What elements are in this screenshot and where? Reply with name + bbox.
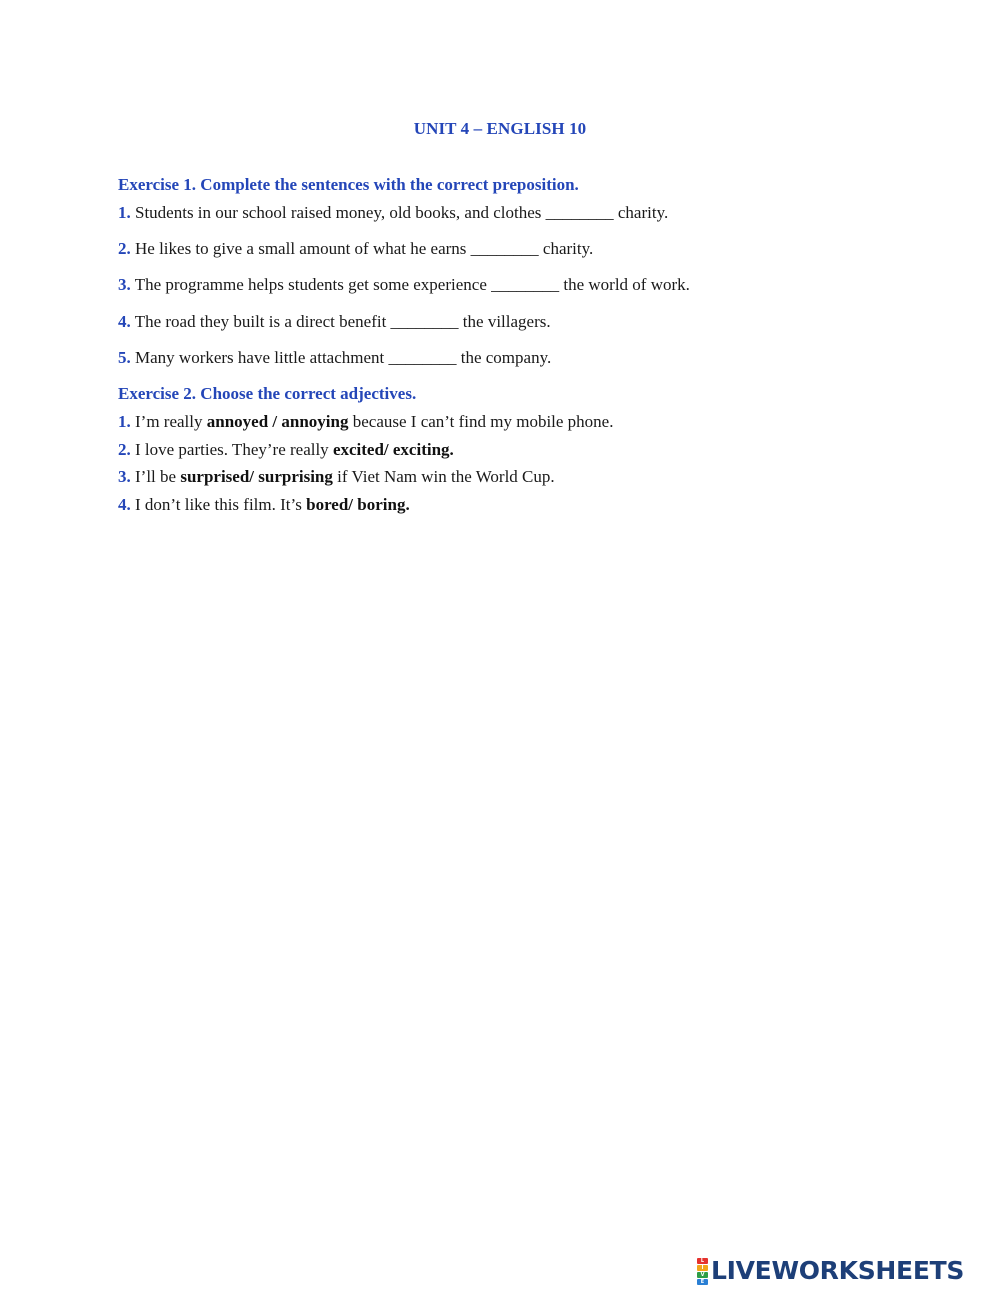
item-text-after: if Viet Nam win the World Cup. (332, 467, 555, 486)
exercise-1-item (118, 348, 551, 368)
exercise-2-item (118, 440, 454, 460)
adjective-options: excited/ exciting. (332, 440, 454, 459)
adjective-options: surprised/ surprising (180, 467, 333, 486)
item-text-before: I’m really (135, 412, 207, 431)
item-text-before: I love parties. They’re really (135, 440, 333, 459)
item-text-after: because I can’t find my mobile phone. (348, 412, 614, 431)
exercise-2-item (118, 467, 555, 487)
liveworksheets-logo (697, 1257, 964, 1285)
item-number: 5. (118, 348, 131, 367)
exercise-1-item (118, 275, 690, 295)
item-number: 3. (118, 467, 131, 486)
exercise-2-item (118, 412, 613, 432)
item-text: Students in our school raised money, old books, and clothes ________ charity. (135, 203, 669, 222)
item-text-before: I don’t like this film. It’s (135, 495, 307, 514)
logo-mark-icon (697, 1258, 708, 1285)
exercise-1-item (118, 239, 593, 259)
item-number: 1. (118, 203, 131, 222)
item-text: The programme helps students get some experience ________ the world of work. (134, 275, 690, 294)
exercise-1-heading: Exercise 1. Complete the sentences with the correct preposition. (118, 175, 579, 194)
item-number: 2. (118, 440, 131, 459)
item-text-before: I’ll be (135, 467, 181, 486)
page-title: UNIT 4 – ENGLISH 10 (413, 119, 587, 138)
item-text: The road they built is a direct benefit ________ the villagers. (134, 312, 551, 331)
logo-wordmark: LIVEWORKSHEETS (711, 1256, 965, 1285)
adjective-options: bored/ boring. (306, 495, 410, 514)
logo-letter: L (697, 1258, 708, 1264)
item-text: Many workers have little attachment ________ the company. (135, 348, 552, 367)
exercise-1-item (118, 312, 551, 332)
item-text: He likes to give a small amount of what he earns ________ charity. (135, 239, 594, 258)
item-number: 3. (118, 275, 131, 294)
logo-letter: I (697, 1265, 708, 1271)
adjective-options: annoyed / annoying (206, 412, 349, 431)
logo-letter: V (697, 1272, 708, 1278)
logo-letter: E (697, 1279, 708, 1285)
item-number: 1. (118, 412, 131, 431)
item-number: 4. (118, 312, 131, 331)
item-number: 4. (118, 495, 131, 514)
item-number: 2. (118, 239, 131, 258)
exercise-2-item (118, 495, 410, 515)
exercise-2-heading: Exercise 2. Choose the correct adjectives. (118, 384, 417, 403)
exercise-1-item (118, 203, 668, 223)
